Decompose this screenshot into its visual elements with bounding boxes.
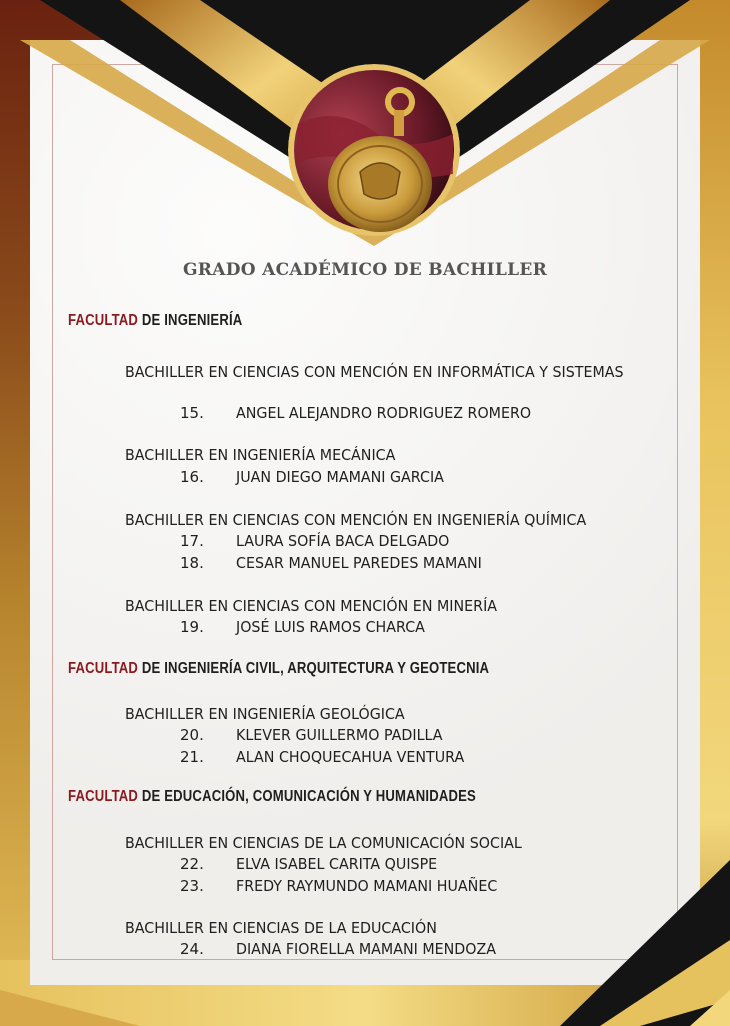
graduate-number: 22. — [180, 855, 204, 873]
graduate-number: 23. — [180, 877, 204, 895]
graduate-number: 18. — [180, 554, 204, 572]
graduate-name: KLEVER GUILLERMO PADILLA — [236, 726, 443, 744]
faculty-heading-educacion — [68, 788, 476, 806]
graduate-name: DIANA FIORELLA MAMANI MENDOZA — [236, 940, 497, 958]
graduate-name: ANGEL ALEJANDRO RODRIGUEZ ROMERO — [236, 404, 532, 422]
graduate-name: CESAR MANUEL PAREDES MAMANI — [236, 554, 482, 572]
faculty-prefix: FACULTAD — [68, 312, 139, 329]
degree-title: BACHILLER EN CIENCIAS DE LA EDUCACIÓN — [125, 919, 437, 937]
graduate-number: 17. — [180, 532, 204, 550]
degree-title: BACHILLER EN CIENCIAS CON MENCIÓN EN INGENIERÍA QUÍMICA — [125, 511, 587, 529]
graduation-medal-image — [288, 64, 460, 236]
faculty-name: DE INGENIERÍA — [141, 312, 243, 329]
graduate-name: ALAN CHOQUECAHUA VENTURA — [236, 748, 465, 766]
faculty-heading-civil — [68, 660, 489, 678]
graduate-number: 20. — [180, 726, 204, 744]
faculty-heading-ingenieria — [68, 312, 242, 330]
page-title: GRADO ACADÉMICO DE BACHILLER — [182, 260, 548, 280]
degree-title: BACHILLER EN CIENCIAS CON MENCIÓN EN INFORMÁTICA Y SISTEMAS — [125, 363, 624, 381]
graduate-name: ELVA ISABEL CARITA QUISPE — [236, 855, 438, 873]
graduate-name: LAURA SOFÍA BACA DELGADO — [236, 532, 450, 550]
graduate-number: 15. — [180, 404, 204, 422]
degree-title: BACHILLER EN CIENCIAS DE LA COMUNICACIÓN SOCIAL — [125, 834, 522, 852]
graduate-number: 21. — [180, 748, 204, 766]
faculty-name: DE INGENIERÍA CIVIL, ARQUITECTURA Y GEOTECNIA — [141, 660, 490, 677]
faculty-name: DE EDUCACIÓN, COMUNICACIÓN Y HUMANIDADES — [141, 788, 476, 805]
degree-title: BACHILLER EN INGENIERÍA MECÁNICA — [125, 446, 396, 464]
graduate-name: JUAN DIEGO MAMANI GARCIA — [236, 468, 444, 486]
faculty-prefix: FACULTAD — [68, 660, 139, 677]
graduate-number: 19. — [180, 618, 204, 636]
graduate-name: FREDY RAYMUNDO MAMANI HUAÑEC — [236, 877, 498, 895]
graduate-number: 24. — [180, 940, 204, 958]
degree-title: BACHILLER EN INGENIERÍA GEOLÓGICA — [125, 705, 405, 723]
graduate-number: 16. — [180, 468, 204, 486]
faculty-prefix: FACULTAD — [68, 788, 139, 805]
graduate-name: JOSÉ LUIS RAMOS CHARCA — [236, 618, 425, 636]
degree-title: BACHILLER EN CIENCIAS CON MENCIÓN EN MINERÍA — [125, 597, 498, 615]
